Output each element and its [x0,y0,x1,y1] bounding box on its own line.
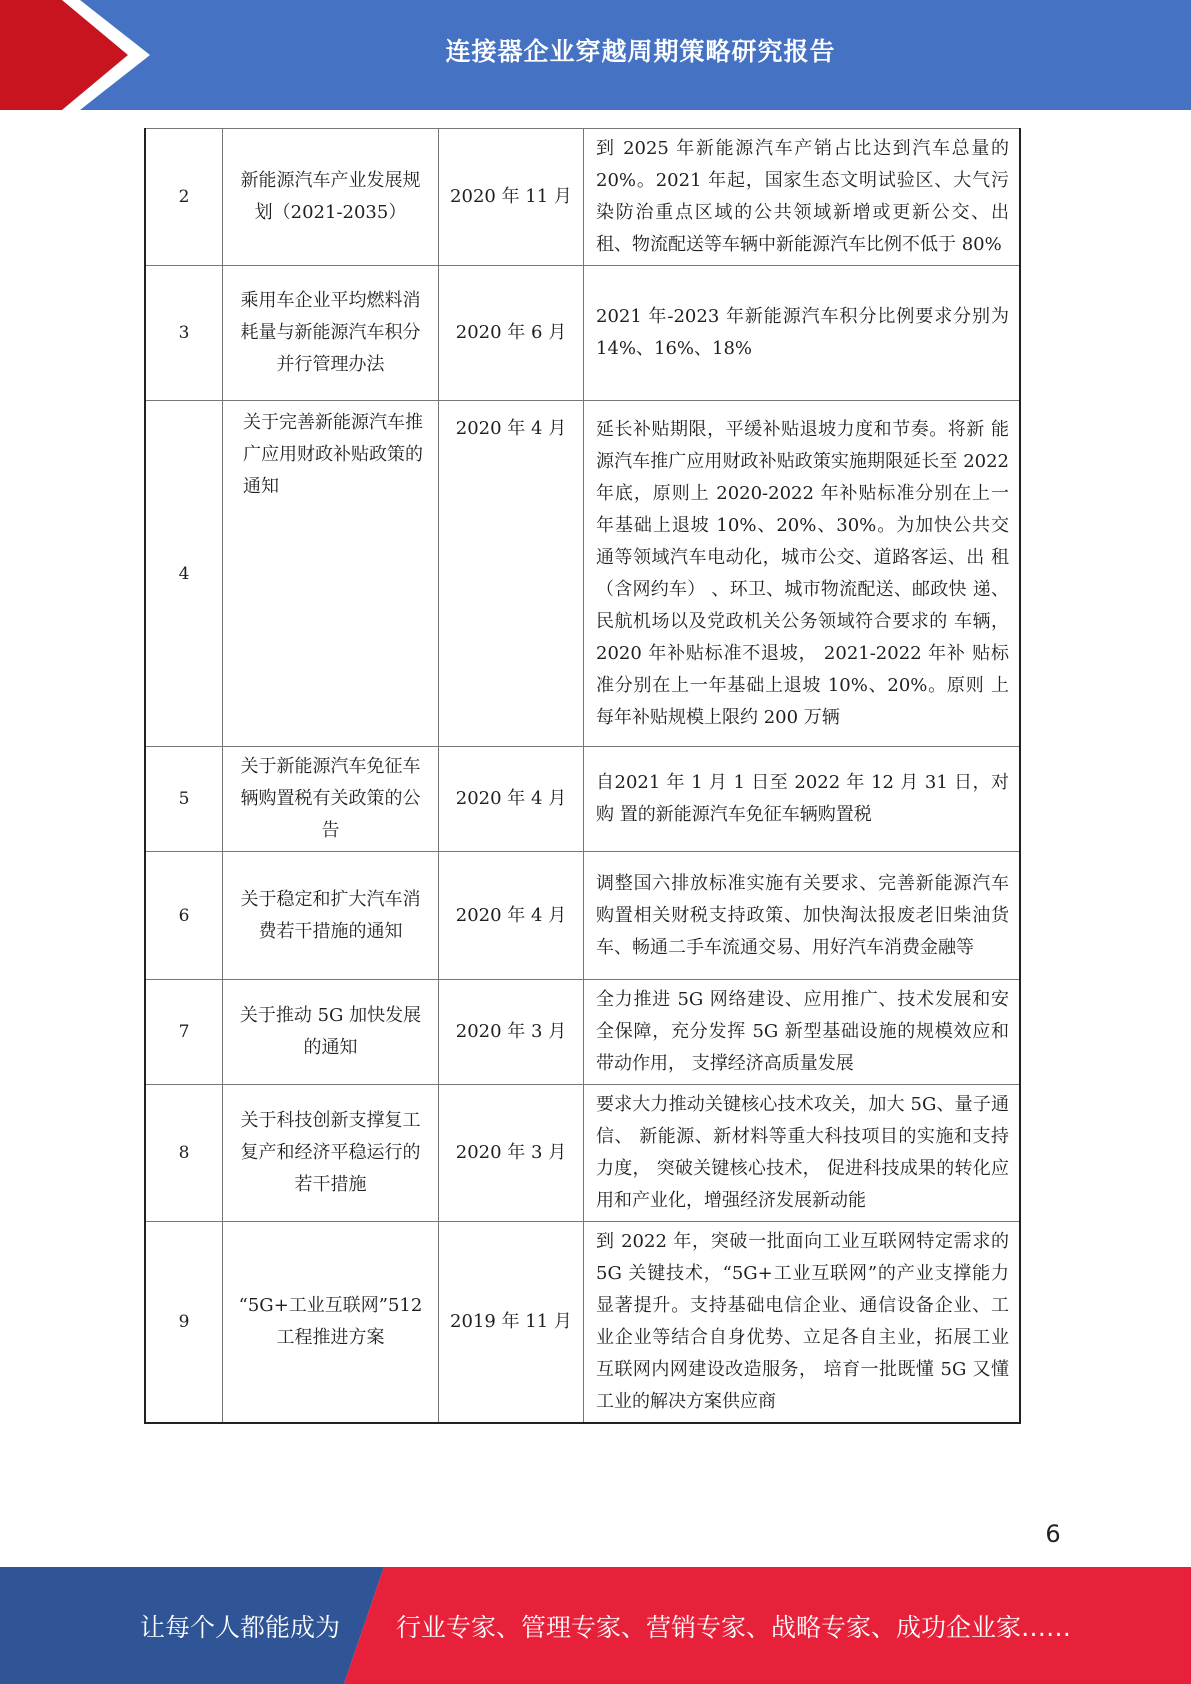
row-number: 9 [145,1222,223,1424]
policy-name: 关于推动 5G 加快发展的通知 [223,980,439,1085]
row-number: 5 [145,747,223,852]
row-number: 7 [145,980,223,1085]
policy-name: 关于稳定和扩大汽车消费若干措施的通知 [223,852,439,980]
page-header [0,0,1191,110]
policy-date: 2020 年 6 月 [439,266,584,401]
row-number: 6 [145,852,223,980]
footer-slogan-left: 让每个人都能成为 [140,1612,341,1642]
report-title: 连接器企业穿越周期策略研究报告 [445,37,836,66]
policy-name: 关于完善新能源汽车推广应用财政补贴政策的通知 [223,401,439,747]
policy-name: 新能源汽车产业发展规划（2021-2035） [223,129,439,266]
footer-slogan-right: 行业专家、管理专家、营销专家、战略专家、成功企业家…… [396,1612,1072,1642]
policy-name: “5G+工业互联网”512 工程推进方案 [223,1222,439,1424]
policy-date: 2020 年 4 月 [439,401,584,747]
policy-description: 到 2025 年新能源汽车产销占比达到汽车总量的 20%。2021 年起，国家生态文明试验区、大气污染防治重点区域的公共领域新增或更新公交、出租、物流配送等车辆中新能源汽车比例不低于 80% [584,129,1021,266]
policy-description: 2021 年-2023 年新能源汽车积分比例要求分别为 14%、16%、18% [584,266,1021,401]
policy-description: 要求大力推动关键核心技术攻关，加大 5G、量子通信、 新能源、新材料等重大科技项目的实施和支持力度， 突破关键核心技术， 促进科技成果的转化应用和产业化，增强经济发展新动能 [584,1085,1021,1222]
table-row [145,266,1020,401]
table-row [145,747,1020,852]
policy-name: 乘用车企业平均燃料消耗量与新能源汽车积分并行管理办法 [223,266,439,401]
policy-description: 到 2022 年，突破一批面向工业互联网特定需求的 5G 关键技术，“5G+工业互联网”的产业支撑能力显著提升。支持基础电信企业、通信设备企业、工业企业等结合自身优势、立足各自主业，拓展工业互联网内网建设改造服务， 培育一批既懂 5G 又懂工业的解决方案供应商 [584,1222,1021,1424]
row-number: 2 [145,129,223,266]
policy-description: 自2021 年 1 月 1 日至 2022 年 12 月 31 日，对购 置的新能源汽车免征车辆购置税 [584,747,1021,852]
policy-table-body [145,129,1020,1424]
policy-name: 关于新能源汽车免征车辆购置税有关政策的公告 [223,747,439,852]
policy-name: 关于科技创新支撑复工复产和经济平稳运行的若干措施 [223,1085,439,1222]
policy-date: 2020 年 3 月 [439,1085,584,1222]
table-row [145,1222,1020,1424]
table-row [145,1085,1020,1222]
policy-description: 调整国六排放标准实施有关要求、完善新能源汽车购置相关财税支持政策、加快淘汰报废老旧柴油货车、畅通二手车流通交易、用好汽车消费金融等 [584,852,1021,980]
policy-table [144,128,1021,1424]
table-row [145,401,1020,747]
table-row [145,980,1020,1085]
policy-date: 2020 年 4 月 [439,852,584,980]
policy-date: 2020 年 4 月 [439,747,584,852]
page-footer [0,1567,1191,1684]
table-row [145,852,1020,980]
policy-description: 全力推进 5G 网络建设、应用推广、技术发展和安全保障，充分发挥 5G 新型基础设施的规模效应和带动作用， 支撑经济高质量发展 [584,980,1021,1085]
policy-description: 延长补贴期限，平缓补贴退坡力度和节奏。将新 能源汽车推广应用财政补贴政策实施期限延长至 2022 年底，原则上 2020-2022 年补贴标准分别在上一年基础上退坡 10%、20%、30%。为加快公共交 通等领域汽车电动化，城市公交、道路客运、出 租 （含网约车） 、环卫、城市物流配送、邮政快 递、民航机场以及党政机关公务领域符合要求的 车辆， 2020 年补贴标准不退坡， 2021-2022 年补 贴标准分别在上一年基础上退坡 10%、20%。原则 上每年补贴规模上限约 200 万辆 [584,401,1021,747]
page-number: 6 [1045,1520,1061,1548]
policy-date: 2020 年 3 月 [439,980,584,1085]
policy-date: 2020 年 11 月 [439,129,584,266]
policy-date: 2019 年 11 月 [439,1222,584,1424]
row-number: 4 [145,401,223,747]
table-row [145,129,1020,266]
row-number: 3 [145,266,223,401]
row-number: 8 [145,1085,223,1222]
